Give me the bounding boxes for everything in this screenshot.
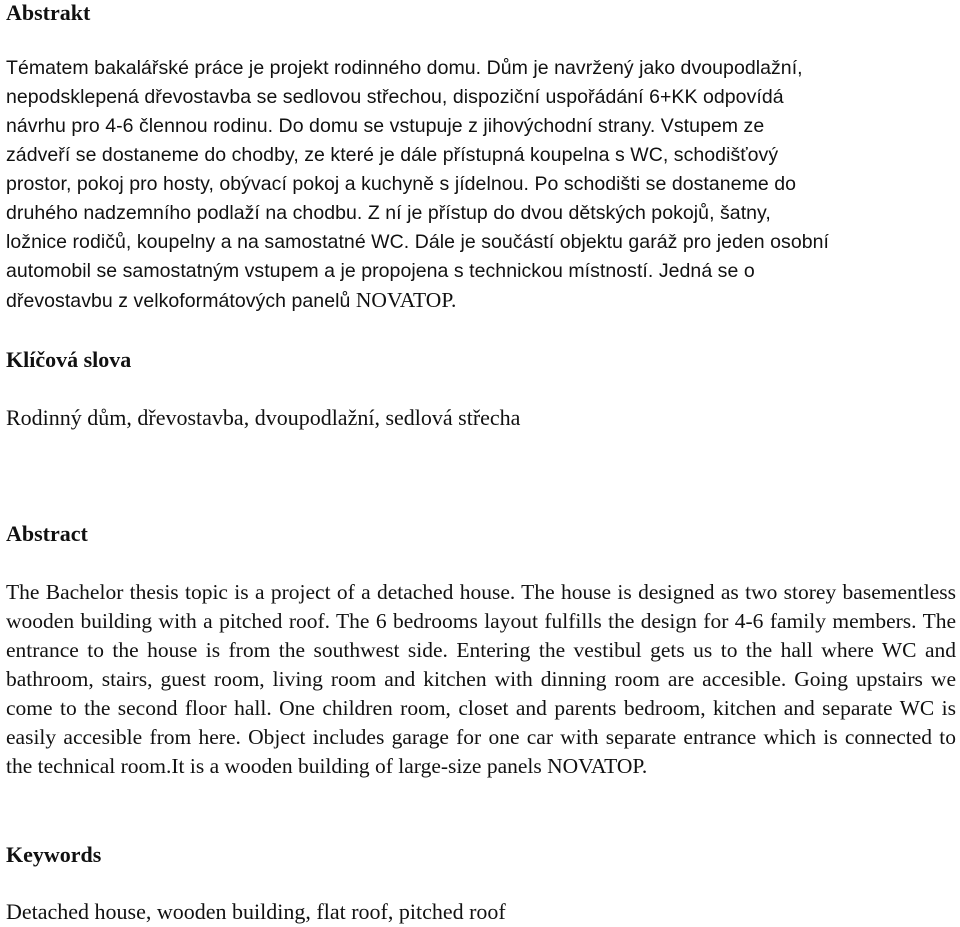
abstrakt-line-9 [6, 286, 956, 316]
abstrakt-paragraph [6, 54, 956, 316]
abstrakt-line-4: zádveří se dostaneme do chodby, ze které je dále přístupná koupelna s WC, schodišťový [6, 144, 779, 166]
keywords-heading: Keywords [6, 842, 102, 867]
abstrakt-line-9-text: dřevostavbu z velkoformátových panelů [6, 290, 356, 312]
abstrakt-heading: Abstrakt [6, 0, 91, 25]
klicova-slova-heading: Klíčová slova [6, 347, 132, 372]
abstrakt-line-3: návrhu pro 4-6 člennou rodinu. Do domu se vstupuje z jihovýchodní strany. Vstupem ze [6, 115, 765, 137]
abstract-paragraph: The Bachelor thesis topic is a project of a detached house. The house is designed as two storey basementless wooden building with a pitched roof. The 6 bedrooms layout fulfills the design for 4-6 family members. The entrance to the house is from the southwest side. Entering the vestibul gets us to the hall where WC and bathroom, stairs, guest room, living room and kitchen with dinning room are accesible. Going upstairs we come to the second floor hall. One children room, closet and parents bedroom, kitchen and separate WC is easily accesible from here. Object includes garage for one car with separate entrance which is connected to the technical room.It is a wooden building of large-size panels NOVATOP. [6, 580, 956, 778]
abstrakt-line-6: druhého nadzemního podlaží na chodbu. Z ní je přístup do dvou dětských pokojů, šatny, [6, 202, 771, 224]
abstrakt-line-9-novatop: NOVATOP. [355, 288, 457, 312]
keywords-text: Detached house, wooden building, flat roof, pitched roof [6, 899, 506, 924]
abstract-heading: Abstract [6, 521, 88, 546]
abstrakt-line-2: nepodsklepená dřevostavba se sedlovou střechou, dispoziční uspořádání 6+KK odpovídá [6, 86, 784, 108]
klicova-slova-text: Rodinný dům, dřevostavba, dvoupodlažní, sedlová střecha [6, 405, 521, 430]
abstrakt-line-5: prostor, pokoj pro hosty, obývací pokoj a kuchyně s jídelnou. Po schodišti se dostaneme do [6, 173, 797, 195]
abstrakt-line-1: Tématem bakalářské práce je projekt rodinného domu. Dům je navržený jako dvoupodlažní, [6, 57, 803, 79]
abstrakt-line-8: automobil se samostatným vstupem a je propojena s technickou místností. Jedná se o [6, 260, 755, 282]
abstrakt-line-7: ložnice rodičů, koupelny a na samostatné WC. Dále je součástí objektu garáž pro jeden osobní [6, 231, 829, 253]
